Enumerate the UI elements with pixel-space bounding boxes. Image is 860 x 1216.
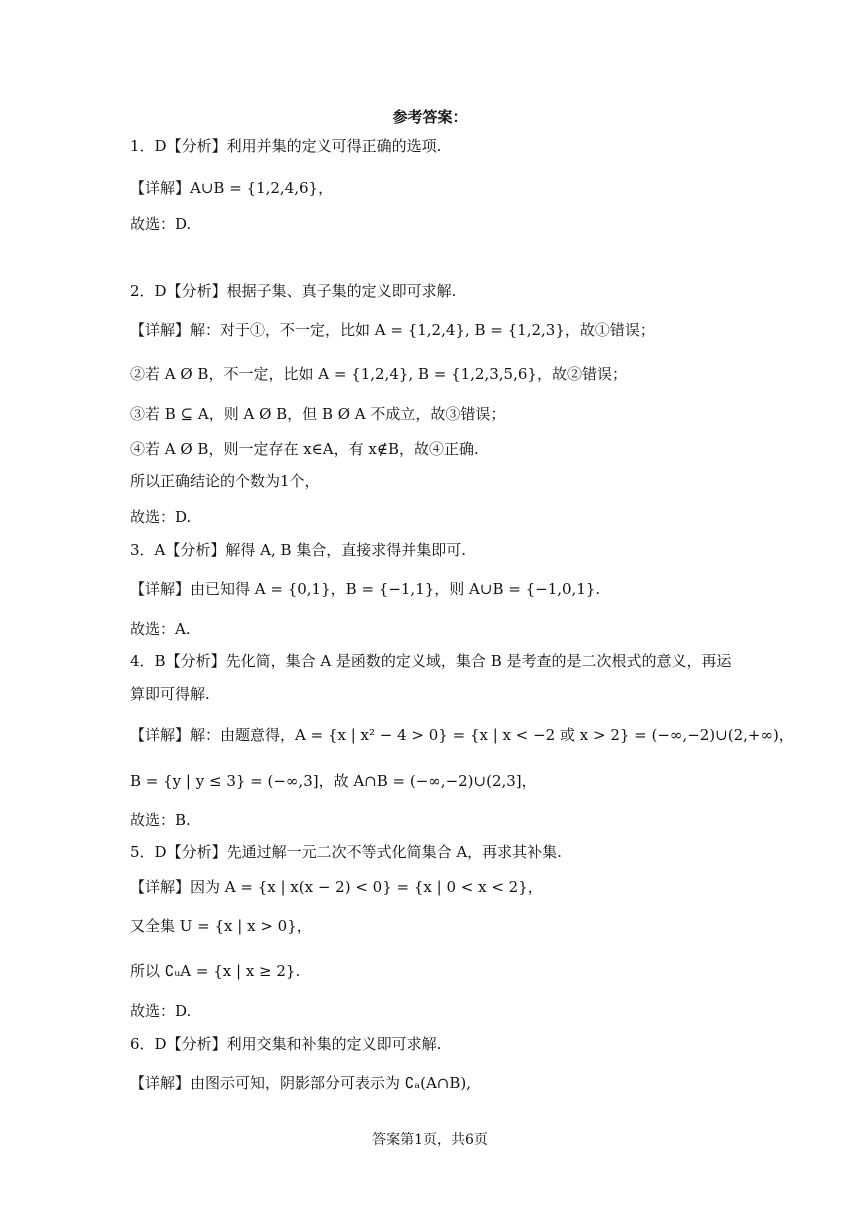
q5-detail-2: 又全集 U = {x | x > 0}， <box>130 917 312 935</box>
q2-detail-2: ②若 A Ø B，不一定，比如 A = {1,2,4}, B = {1,2,3,5,6}，故②错误； <box>130 365 627 383</box>
q5-detail-1: 【详解】因为 A = {x | x(x − 2) < 0} = {x | 0 < x < 2}， <box>130 878 543 896</box>
q5-answer: 故选：D. <box>130 1002 192 1020</box>
q3-analysis: 3．A【分析】解得 A, B 集合，直接求得并集即可. <box>130 541 467 559</box>
q6-detail: 【详解】由图示可知，阴影部分可表示为 ∁ₐ(A∩B), <box>130 1074 471 1092</box>
q4-analysis: 4．B【分析】先化简，集合 A 是函数的定义域，集合 B 是考查的是二次根式的意义，再运 <box>130 652 732 670</box>
q5-analysis: 5．D【分析】先通过解一元二次不等式化简集合 A，再求其补集. <box>130 843 562 861</box>
q1-detail: 【详解】A∪B = {1,2,4,6}， <box>130 179 334 197</box>
q2-answer: 故选：D. <box>130 508 192 526</box>
q2-conclusion: 所以正确结论的个数为1个， <box>130 472 320 490</box>
q4-detail-1: 【详解】解：由题意得，A = {x | x² − 4 > 0} = {x | x < −2 或 x > 2} = (−∞,−2)∪(2,+∞)， <box>130 726 794 744</box>
page-title: 参考答案： <box>392 108 468 126</box>
q4-analysis-cont: 算即可得解. <box>130 685 210 703</box>
q2-analysis: 2．D【分析】根据子集、真子集的定义即可求解. <box>130 282 457 300</box>
q1-analysis: 1．D【分析】利用并集的定义可得正确的选项. <box>130 137 442 155</box>
q1-answer: 故选：D. <box>130 215 192 233</box>
q3-answer: 故选：A. <box>130 620 191 638</box>
page-footer: 答案第1页，共6页 <box>372 1132 488 1148</box>
q2-detail-4: ④若 A Ø B，则一定存在 x∈A，有 x∉B，故④正确. <box>130 440 479 458</box>
q5-detail-3: 所以 ∁ᵤA = {x | x ≥ 2}. <box>130 962 301 980</box>
q2-detail-1: 【详解】解：对于①，不一定，比如 A = {1,2,4}, B = {1,2,3}，故①错误； <box>130 321 655 339</box>
q4-detail-2: B = {y | y ≤ 3} = (−∞,3]，故 A∩B = (−∞,−2)∪(2,3]， <box>130 772 537 790</box>
q6-analysis: 6．D【分析】利用交集和补集的定义即可求解. <box>130 1035 442 1053</box>
q3-detail: 【详解】由已知得 A = {0,1}，B = {−1,1}，则 A∪B = {−1,0,1}. <box>130 580 601 598</box>
q2-detail-3: ③若 B ⊆ A，则 A Ø B，但 B Ø A 不成立，故③错误； <box>130 405 506 423</box>
q4-answer: 故选：B. <box>130 811 191 829</box>
